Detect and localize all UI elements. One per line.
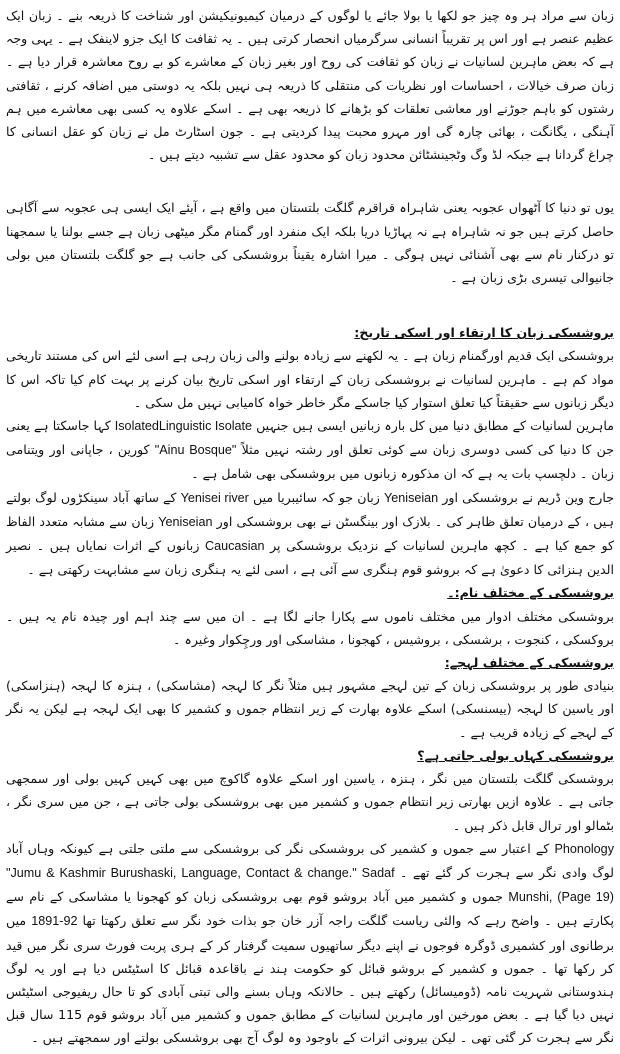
heading-where: بروشسکی کہاں بولی جاتی ہے؟	[417, 747, 614, 763]
term-ainu-bosque: "Ainu Bosque"	[154, 443, 237, 458]
phonology-paragraph	[6, 837, 614, 1050]
heading-names: بروشسکی کے مختلف نام:۔	[447, 585, 614, 601]
heading-dialects: بروشسکی کے مختلف لہجے:	[444, 655, 614, 671]
yeniseian-text-d: زبان سے مشابہ متعدد الفاظ کو جمع کیا ہے ۔ کچھ ماہرین لسانیات کے نزدیک بروشسکی پر	[6, 513, 614, 554]
citation: "Jumu & Kashmir Burushaski, Language, Contact & change." Sadaf Munshi, (Page 19)	[6, 865, 614, 905]
isolate-paragraph	[6, 414, 614, 486]
phonology-text-b: جموں و کشمیر میں آباد بروشو قوم بھی بروشسکی زبان کو کھجونا یا مشاسکی کے نام سے پکارتے ہیں ۔ واضح رہے کہ والئی ریاست گلگت راجہ آزر خان جو بذات خود نگر سے تعلق رکھتا تھا	[6, 889, 614, 929]
term-yeniseian: Yeniseian	[384, 490, 439, 505]
term-caucasian: Caucasian	[205, 539, 265, 554]
yeniseian-text-c: کے ساتھ آباد سینکڑوں لوگ بولتے ہیں ، کے درمیان تعلق ظاہر کی ۔ بلازک اور بینگسٹن نے بھی بروشسکی اور	[6, 489, 614, 529]
isolate-text-a: ماہرین لسانیات کے مطابق دنیا میں کل بارہ زبانیں ایسی ہیں جنہیں	[256, 418, 615, 434]
yeniseian-text-b: زبان جو کہ سائیبریا میں	[253, 489, 380, 505]
term-yeniseian-2: Yeniseian	[158, 514, 213, 529]
yeniseian-paragraph	[6, 486, 614, 582]
isolate-text-b: کہا جاسکتا ہے یعنی جن کا دنیا کی کسی دوسری زبان سے کوئی تعلق اور رشتہ نہیں مثلاً	[6, 418, 614, 458]
term-yenisei-river: Yenisei river	[180, 490, 249, 505]
evolution-paragraph: بروشسکی ایک قدیم اورگمنام زبان ہے ۔ یہ لکھنے سے زیادہ بولنے والی زبان رہی ہے اسی لئے اس کی مستند تاریخی مواد کم ہے ۔ ماہرین لسانیات نے بروشسکی زبان کے ارتقاء اور اسکی تاریخ بیان کرنے پر بہت کام کیا تاکہ اس کا دیگر زبانوں سے حقیقتاً کیا تعلق استوار کیا جاسکے مگر خاطر خواہ کامیابی نہیں مل سکی ۔	[6, 348, 614, 410]
term-linguistic-isolate: Linguistic Isolate	[158, 419, 253, 434]
section-gap	[6, 166, 614, 196]
phonology-text-c: میں برطانوی اور کشمیری ڈوگرہ فوجوں نے اپنے دیگر ساتھیوں سمیت گرفتار کر کے ہری پربت فورٹ سری نگر میں قید کر رکھا تھا ۔ جموں و کشمیر کے بروشو قبائل کو حکومت ہند نے باقاعدہ قبائل کا اسٹیٹس دیا ہے اور یہ لوگ ہندوستانی شہریت نامہ (ڈومیسائل) رکھتے ہیں ۔ حالانکہ وہاں بسنے والی تبتی آبادی کو تا حال ریفیوجی اسٹیٹس نہیں دیا گیا ہے ۔ بعض مورخین اور ماہرین لسانیات کے مطابق جموں و کشمیر میں آباد بروشو قوم	[6, 913, 614, 1023]
yeniseian-text-e: زبانوں کے اثرات نمایاں ہیں ۔ نصیر الدین ہنزائی کا دعویٰ ہے کہ بروشو قوم ہنگری سے آئی ہے ، اسی لئے یہ ہنگری زبان سے مشابہت رکھتی ہے ۔	[6, 538, 614, 578]
dialects-paragraph: بنیادی طور پر بروشسکی زبان کے تین لہجے مشہور ہیں مثلاً نگر کا لہجہ (مشاسکی) ، ہنزہ کا لہجہ (ہنزاسکی) اور یاسین کا لہجہ (ییسنسکی) اسکے علاوہ بھارت کے زیر انتظام جموں و کشمیر کا بھی ایک لہجہ ہے لیکن یہ نگر کے لہجے کے زیادہ قریب ہے ۔	[6, 678, 614, 740]
where-paragraph: بروشسکی گلگت بلتستان میں نگر ، ہنزہ ، یاسین اور اسکے علاوہ گاکوچ میں بھی کہیں کہیں بولی اور سمجھی جاتی ہے ۔ علاوہ ازیں بھارتی زیر انتظام جموں و کشمیر میں بھی بروشسکی بولی جاتی ہے ، جن میں سری نگر ، بٹمالو اور ترال قابل ذکر ہیں ۔	[6, 771, 614, 833]
phonology-text-d: قبل نگر سے ہجرت کر گئی تھی ۔ لیکن بیرونی اثرات کے باوجود وہ لوگ آج بھی بروشسکی بولتے اور سمجھتے ہیں ۔	[6, 1007, 614, 1046]
intro-paragraph: زبان سے مراد ہر وہ چیز جو لکھا یا بولا جائے یا لوگوں کے درمیان کیمیونیکیشن اور شناخت کا ذریعہ بنے ۔ زبان ایک عظیم عنصر ہے اور اس پر تقریباً انسانی سرگرمیاں انحصار کرتی ہیں ۔ یہ ثقافت کا ایک جزو لاینفک ہے ۔ یہی وجہ ہے کہ بعض ماہرین لسانیات نے زبان کو ثقافت کی روح اور بغیر زبان کے معاشرے کو بے روح معاشرہ قرار دیا ہے ۔ زبان صرف خیالات ، احساسات اور نظریات کی منتقلی کا ذریعہ ہی نہیں بلکہ یہ دوستی میں اضافہ کرنے ، ثقافتی رشتوں کو باہم جوڑنے اور معاشی تعلقات کو بڑھانے کا ذریعہ بھی ہے ۔ اسکے علاوہ یہ کسی بھی معاشرے میں ہم آہنگی ، یگانگت ، بھائی چارہ گی اور مہرو محبت پیدا کردیتی ہے ۔ جون اسٹارٹ مل نے زبان کو عقل انسانی کا چراغ گردانا ہے جبکہ لڈ وگ وٹجینشٹائن محدود زبان کو محدود عقل سے تشبیہ دیتے ہیں ۔	[6, 8, 614, 163]
phonology-text-a: کے اعتبار سے جموں و کشمیر کی بروشسکی نگر کی بروشسکی سے ملتی جلتی ہے کیونکہ وہاں آباد لوگ وادی نگر سے ہجرت کر گئے تھے ۔	[6, 840, 614, 880]
term-phonology: Phonology	[554, 841, 614, 856]
isolate-text-c: کورین ، جاپانی اور ویتنامی زبان ۔ دلچسپ بات یہ ہے کہ ان مذکورہ زبانوں میں بروشسکی بھی شامل ہے ۔	[6, 442, 614, 482]
term-isolated: Isolated	[114, 419, 159, 434]
names-paragraph: بروشسکی مختلف ادوار میں مختلف ناموں سے پکارا جانے لگا ہے ۔ ان میں سے چند اہم اور چیدہ نام یہ ہیں ۔ بروکسکی ، کنجوت ، برشسکی ، بروشیس ، کھجونا ، مشاسکی اور ورچِکوار وغیرہ ۔	[6, 608, 614, 647]
karakoram-paragraph: یوں تو دنیا کا آٹھواں عجوبہ یعنی شاہراہ قراقرم گلگت بلتستان میں واقع ہے ، آیئے ایک ایسی ہی عجوبہ سے آگاہی حاصل کرتے ہیں جو نہ شاہراہ ہے نہ پہاڑیا دریا بلکہ ایک منفرد اور گمنام مگر میٹھی زبان ہے جسے بولنا یا سمجھنا تو درکنار نام سے بھی آشنائی نہیں ہوگی ۔ میرا اشارہ یقیناً بروشسکی کی جانب ہے جو گلگت بلتستان میں بولی جانیوالی تیسری بڑی زبان ہے ۔	[6, 200, 614, 286]
heading-evolution: بروشسکی زبان کا ارتقاء اور اسکی تاریخ:	[354, 325, 614, 341]
years: 1891-92	[31, 914, 78, 929]
yeniseian-text-a: جارج وین ڈریم نے بروشسکی اور	[442, 489, 614, 505]
years-ago: 115 سال	[29, 1007, 83, 1023]
section-gap	[6, 289, 614, 319]
